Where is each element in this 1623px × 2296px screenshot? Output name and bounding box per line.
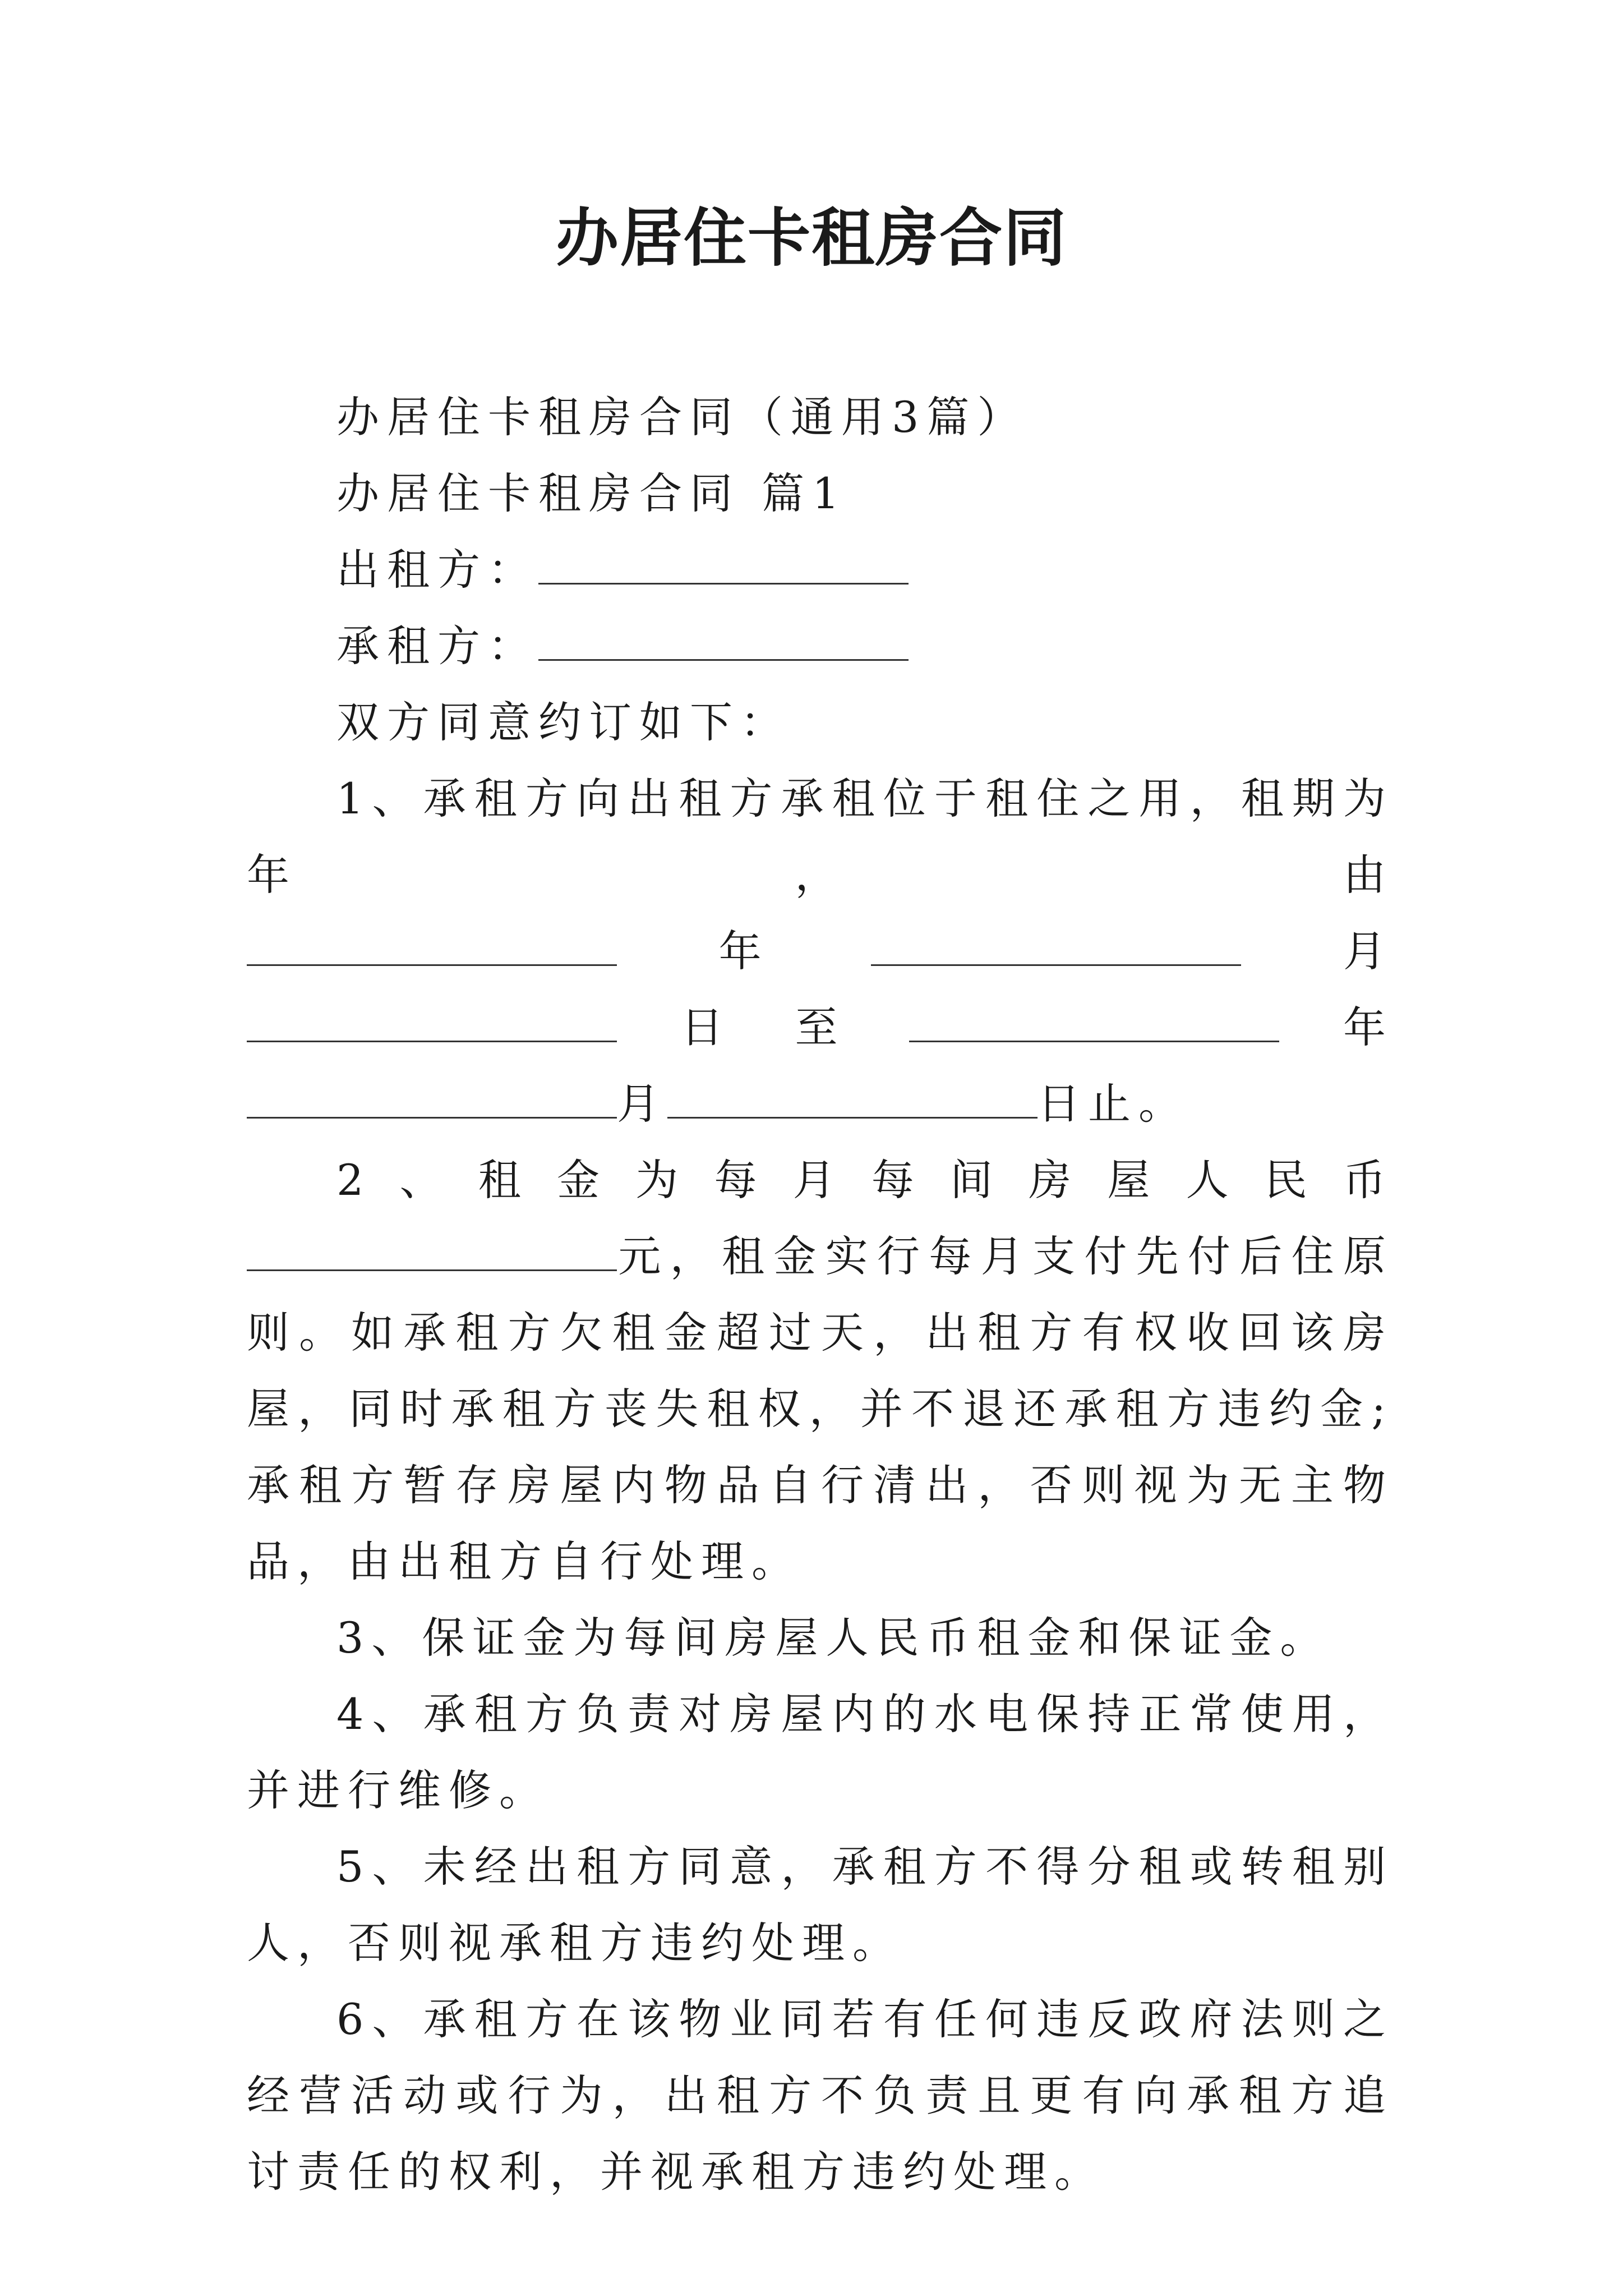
lessor-blank — [538, 549, 909, 585]
clause-1-dates-row-3 — [247, 1066, 1394, 1142]
lessor-line — [247, 532, 1394, 608]
section-heading: 办居住卡租房合同 篇1 — [336, 468, 847, 518]
clause-2-start: 2、租金为每月每间房屋人民币 — [336, 1155, 1394, 1205]
day-label: 日 — [680, 1002, 731, 1052]
lessor-label: 出租方： — [336, 545, 538, 595]
start-month-blank — [871, 931, 1241, 966]
end-month-blank — [247, 1083, 617, 1119]
lessee-line — [247, 608, 1394, 684]
intro-line: 双方同意约订如下： — [336, 697, 791, 747]
clause-6: 6、承租方在该物业同若有任何违反政府法则之经营活动或行为，出租方不负责且更有向承租方追讨责任的权利，并视承租方违约处理。 — [247, 1994, 1394, 2197]
start-year-blank — [247, 931, 617, 966]
clause-3: 3、保证金为每间房屋人民币租金和保证金。 — [336, 1613, 1331, 1663]
lessee-label: 承租方： — [336, 621, 538, 671]
year-label-2: 年 — [1343, 1002, 1394, 1052]
clause-2 — [247, 1142, 1394, 1600]
end-day-blank — [667, 1083, 1038, 1119]
month-label-2: 月 — [617, 1079, 667, 1129]
clause-1-dates-row-2 — [247, 990, 1394, 1066]
end-year-blank — [909, 1007, 1279, 1042]
clause-1-text: 1、承租方向出租方承租位于租住之用，租期为年，由 — [247, 774, 1394, 900]
clause-4: 4、承租方负责对房屋内的水电保持正常使用，并进行维修。 — [247, 1689, 1394, 1815]
month-label: 月 — [1343, 926, 1394, 976]
start-day-blank — [247, 1007, 617, 1042]
rent-amount-blank — [247, 1236, 617, 1271]
clause-5: 5、未经出租方同意，承租方不得分租或转租别人，否则视承租方违约处理。 — [247, 1842, 1394, 1968]
document-body — [247, 379, 1394, 2210]
subtitle: 办居住卡租房合同（通用3篇） — [336, 392, 1028, 442]
clause-2-rest: 元，租金实行每月支付先付后住原则。如承租方欠租金超过天，出租方有权收回该房屋，同时承租方丧失租权，并不退还承租方违约金;承租方暂存房屋内物品自行清出，否则视为无主物品，由出租方自行处理。 — [247, 1231, 1394, 1586]
document-title: 办居住卡租房合同 — [556, 201, 1067, 275]
year-label: 年 — [718, 926, 769, 976]
to-label: 至 — [795, 1002, 846, 1052]
lessee-blank — [538, 625, 909, 661]
end-label: 日止。 — [1038, 1079, 1189, 1129]
clause-1-dates-row-1 — [247, 913, 1394, 990]
